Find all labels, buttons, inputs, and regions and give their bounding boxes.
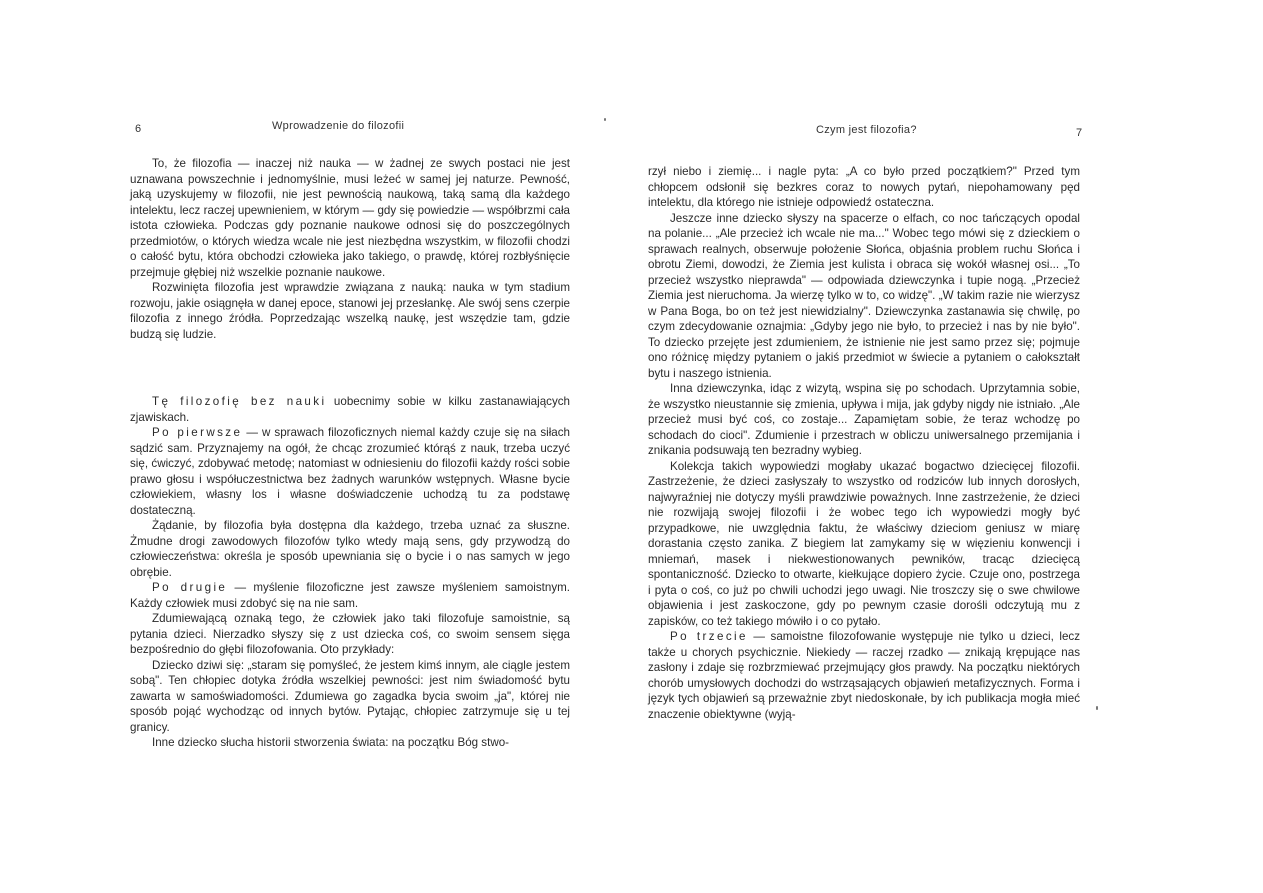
page-number-left: 6 xyxy=(135,123,142,135)
spaced-phrase: Tę filozofię bez nauki xyxy=(152,395,327,408)
text-block-left-top xyxy=(130,156,570,342)
text-block-right xyxy=(648,164,1080,722)
paragraph-zdumiewajaca: Zdumiewającą oznaką tego, że człowiek jako taki filozofuje samoistnie, są pytania dzieci. Nierzadko słyszy się z ust dziecka coś, co swoim sensem sięga bezpośrednio do głębi filozofowania. Oto przykłady: xyxy=(130,612,570,656)
running-title-left: Wprowadzenie do filozofii xyxy=(272,120,405,132)
paragraph-kolekcja: Kolekcja takich wypowiedzi mogłaby ukazać bogactwo dziecięcej filozofii. Zastrzeżenie, że dzieci zasłyszały to wszystko od rodziców lub innych dorosłych, najwyraźniej nie dotyczy myśli prawdziwie poważnych. Inne zastrzeżenie, że dzieci nie rozwijają swojej filozofii i że wobec tego ich wypowiedzi mogły być przypadkowe, nie uwzględnia faktu, że właściwy dzieciom geniusz w miarę dorastania często zanika. Z biegiem lat zamykamy się w więzieniu konwencji i mniemań, masek i niekwestionowanych pewników, tracąc dziecięcą spontaniczność. Dziecko to otwarte, kiełkujące dopiero życie. Czuje ono, postrzega i pyta o coś, co już po chwili uchodzi jego uwagi. Nie troszczy się o swe chwilowe objawienia i jest zaskoczone, gdy po pewnym czasie dorośli odczytują mu z zapisków, co też takiego mówiło i o co pytało. xyxy=(648,459,1080,628)
scan-speck xyxy=(1096,706,1098,710)
paragraph-zadanie: Żądanie, by filozofia była dostępna dla każdego, trzeba uznać za słuszne. Żmudne drogi zawodowych filozofów tylko wtedy mają sens, gdy przywodzą do człowieczeństwa: określa je sposób upewniania się o bycie i o nas samych w jego obrębie. xyxy=(130,519,570,579)
running-title-right: Czym jest filozofia? xyxy=(816,124,917,136)
paragraph-inne-dziecko: Inne dziecko słucha historii stworzenia świata: na początku Bóg stwo- xyxy=(152,736,510,749)
paragraph-continuation: rzył niebo i ziemię... i nagle pyta: „A co było przed początkiem?" Przed tym chłopcem odsłonił się bezkres coraz to nowych pytań, niepohamowany pęd intelektu, dla którego nie istnieje odpowiedź ostateczna. xyxy=(648,165,1080,209)
paragraph-po-trzecie: Po trzecie — samoistne filozofowanie występuje nie tylko u dzieci, lecz także u chorych psychicznie. Niekiedy — raczej rzadko — znikają krępujące nas zasłony i zdaje się rozbrzmiewać przejmujący głos prawdy. Na początku niektórych chorób umysłowych dochodzi do wstrząsających objawień metafizycznych. Forma i język tych objawień są przeważnie zbyt niedoskonałe, by ich publikacja mogła mieć znaczenie obiektywne (wyją- xyxy=(648,630,1080,721)
paragraph-schody: Inna dziewczynka, idąc z wizytą, wspina się po schodach. Uprzytamnia sobie, że wszystko nieustannie się zmienia, upływa i mija, jak gdyby nigdy nie istniało. „Ale przecież musi być coś, co zostaje... Zapamiętam sobie, że teraz wchodzę po schodach do cioci". Zdumienie i przestrach w obliczu uniwersalnego przemijania i znikania podsuwają ten bezradny wybieg. xyxy=(648,382,1080,457)
paragraph-elfy: Jeszcze inne dziecko słyszy na spacerze o elfach, co noc tańczących opodal na polanie... „Ale przecież ich wcale nie ma..." Wobec tego mówi się z dzieckiem o sprawach realnych, obserwuje położenie Słońca, objaśnia problem ruchu Słońca i obrotu Ziemi, dowodzi, że Ziemia jest kulista i obraca się wokół własnej osi... „To przecież wszystko nieprawda" — odpowiada dziewczynka i tupie nogą. „Przecież Ziemia jest nieruchoma. Ja wierzę tylko w to, co widzę". „W takim razie nie wierzysz w Pana Boga, bo on też jest niewidzialny". Dziewczynka zastanawia się chwilę, po czym zdecydowanie oznajmia: „Gdyby jego nie było, to przecież i nas by nie było". To dziecko przejęte jest zdumieniem, że istnienie nie jest samo przez się; pojmuje ono różnicę między pytaniem o jakiś przedmiot w świecie a pytaniem o całokształt bytu i naszego istnienia. xyxy=(648,211,1080,380)
paragraph-po-drugie: Po drugie — myślenie filozoficzne jest zawsze myśleniem samoistnym. Każdy człowiek musi zdobyć się na nie sam. xyxy=(130,581,570,610)
paragraph-rozwinieta-filozofia: Rozwinięta filozofia jest wprawdzie związana z nauką: nauka w tym stadium rozwoju, jakie osiągnęła w danej epoce, stanowi jej przesłankę. Ale swój sens czerpie filozofia z innego źródła. Poprzedzając wszelką naukę, jest wszędzie tam, gdzie budzą się ludzie. xyxy=(130,281,570,341)
spaced-phrase: Po drugie xyxy=(152,581,228,594)
paragraph-filozofia-nauka: To, że filozofia — inaczej niż nauka — w żadnej ze swych postaci nie jest uznawana powszechnie i jednomyślnie, musi leżeć w samej jej naturze. Pewność, jaką uzyskujemy w filozofii, nie jest pewnością naukową, taką samą dla każdego intelektu, lecz raczej upewnieniem, w którym — gdy się powiedzie — współbrzmi cała istota człowieka. Podczas gdy poznanie naukowe odnosi się do poszczególnych przedmiotów, o których wiedza wcale nie jest niezbędna wszystkim, w filozofii chodzi o całość bytu, która obchodzi człowieka jako takiego, o prawdę, której rozbłyśnięcie przejmuje głębiej niż wszelkie poznanie naukowe. xyxy=(130,157,570,279)
paragraph-dziecko-dziwi: Dziecko dziwi się: „staram się pomyśleć, że jestem kimś innym, ale ciągle jestem sobą". Ten chłopiec dotyka źródła wszelkiej pewności: jest nim świadomość bytu zawarta w samoświadomości. Zdumiewa go zagadka bycia swoim „ja", której nie sposób pojąć wychodząc od innych bytów. Pytając, chłopiec zatrzymuje się u tej granicy. xyxy=(130,658,570,734)
spaced-phrase: Po trzecie xyxy=(670,630,748,643)
text-block-left-bottom xyxy=(130,394,570,751)
spaced-phrase: Po pierwsze xyxy=(152,426,243,439)
page-number-right: 7 xyxy=(1076,127,1083,139)
scan-speck xyxy=(604,118,606,121)
paragraph-intro: Tę filozofię bez nauki uobecnimy sobie w kilku zastanawiających zjawiskach. xyxy=(130,395,570,424)
paragraph-po-pierwsze: Po pierwsze — w sprawach filozoficznych niemal każdy czuje się na siłach sądzić sam. Przyznajemy na ogół, że chcąc zrozumieć którąś z nauk, trzeba uczyć się, ćwiczyć, zdobywać metodę; natomiast w odniesieniu do filozofii każdy rości sobie prawo głosu i współuczestnictwa bez żadnych warunków wstępnych. Własne bycie człowiekiem, własny los i własne doświadczenie uchodzą tu za podstawę dostateczną. xyxy=(130,426,570,517)
